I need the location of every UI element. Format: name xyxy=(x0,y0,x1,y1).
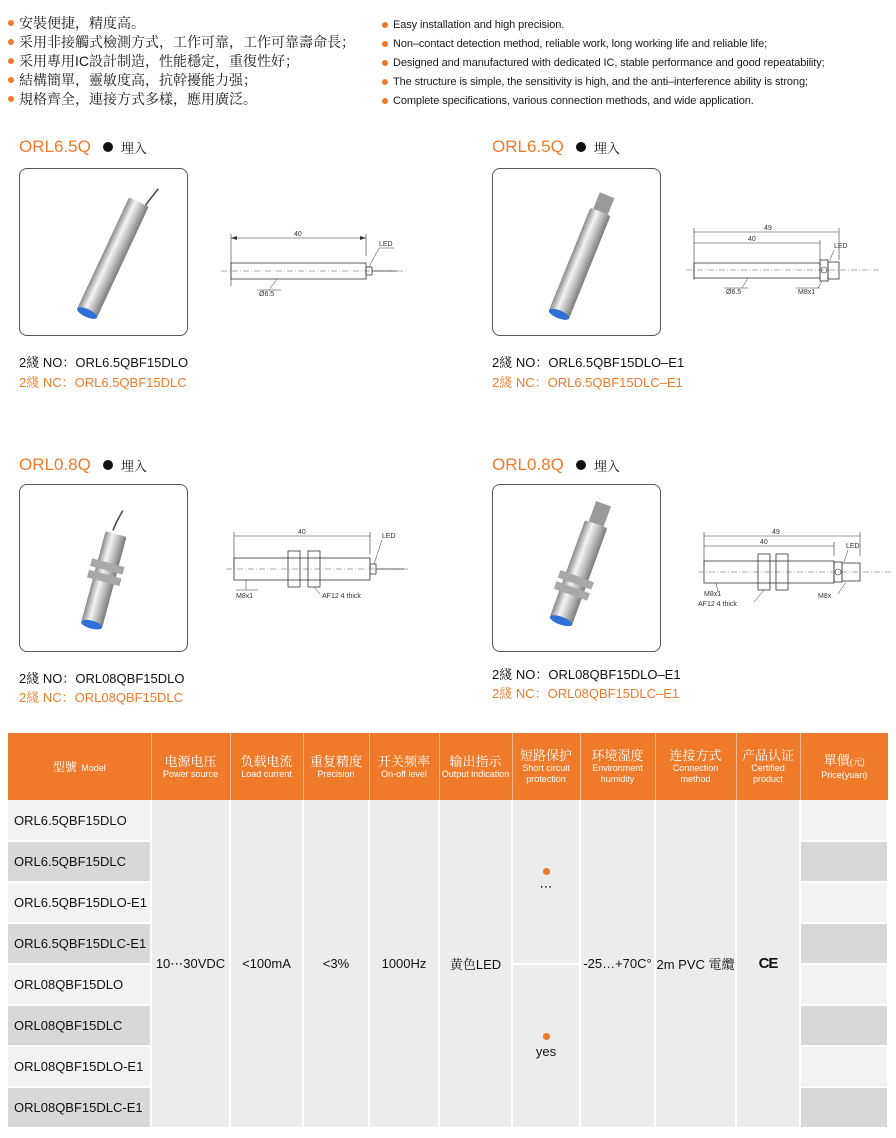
nc-model-line: 2綫 NC：ORL08QBF15DLC–E1 xyxy=(492,686,680,701)
product-photo xyxy=(492,484,661,652)
col-header-protection: 短路保护 Short circuit protection xyxy=(512,733,580,800)
dot-icon xyxy=(103,460,113,470)
dim-diameter: Ø6.5 xyxy=(726,289,742,296)
sensor-photo-icon xyxy=(493,485,660,651)
product-title xyxy=(492,454,620,476)
dim-led: LED xyxy=(834,243,848,250)
col-header-price: 單價(元) Price(yuan) xyxy=(800,733,888,800)
product-type: 埋入 xyxy=(120,140,147,156)
product-model: ORL6.5Q xyxy=(19,137,91,156)
cell-load: <100mA xyxy=(230,800,303,1128)
cell-model: ORL08QBF15DLC-E1 xyxy=(8,1087,151,1128)
cell-frequency: 1000Hz xyxy=(369,800,439,1128)
product-model: ORL0.8Q xyxy=(19,455,91,474)
sensor-photo-icon xyxy=(20,485,187,651)
feature-item: The structure is simple, the sensitivity is high, and the anti–interference ability is strong; xyxy=(382,72,894,91)
nc-model-line: 2綫 NC：ORL6.5QBF15DLC–E1 xyxy=(492,375,683,390)
dimension-drawing xyxy=(224,524,414,604)
dim-total: 49 xyxy=(764,225,772,232)
sensor-photo-icon xyxy=(20,169,187,335)
cell-precision: <3% xyxy=(303,800,369,1128)
dot-icon xyxy=(576,142,586,152)
nc-model-line: 2綫 NC：ORL08QBF15DLC xyxy=(19,690,184,705)
features-english xyxy=(382,16,894,110)
product-photo xyxy=(19,168,188,336)
cell-model: ORL08QBF15DLO xyxy=(8,964,151,1005)
bullet-icon xyxy=(382,22,388,28)
dim-led: LED xyxy=(846,543,860,550)
bullet-icon xyxy=(8,20,14,26)
cell-connection: 2m PVC 電纜 xyxy=(655,800,736,1128)
product-title xyxy=(19,454,147,476)
cell-model: ORL6.5QBF15DLC xyxy=(8,841,151,882)
feature-item: 規格齊全，連接方式多樣，應用廣泛。 xyxy=(8,89,380,108)
features-chinese xyxy=(8,14,380,108)
dot-icon xyxy=(543,1033,550,1040)
dim-diameter: Ø6.5 xyxy=(259,291,275,298)
bullet-icon xyxy=(8,96,14,102)
cell-model: ORL6.5QBF15DLO-E1 xyxy=(8,882,151,923)
no-model-line: 2綫 NO：ORL6.5QBF15DLO xyxy=(19,355,189,370)
product-type: 埋入 xyxy=(593,140,620,156)
spec-table xyxy=(8,733,889,1129)
dimension-drawing xyxy=(219,226,409,306)
col-header-precision: 重复精度 Precision xyxy=(303,733,369,800)
dot-icon xyxy=(576,460,586,470)
cell-power: 10⋯30VDC xyxy=(151,800,230,1128)
product-title xyxy=(492,136,620,158)
product-photo xyxy=(492,168,661,336)
product-model: ORL0.8Q xyxy=(492,455,564,474)
col-header-certified: 产品认证 Certified product xyxy=(736,733,800,800)
dimension-drawing xyxy=(696,526,896,616)
cell-price xyxy=(800,964,888,1005)
bullet-icon xyxy=(382,41,388,47)
cell-protection-top: ⋯ xyxy=(512,800,580,964)
product-title xyxy=(19,136,147,158)
no-model-line: 2綫 NO：ORL08QBF15DLO–E1 xyxy=(492,667,681,682)
dim-length: 40 xyxy=(760,539,768,546)
no-model-line: 2綫 NO：ORL6.5QBF15DLO–E1 xyxy=(492,355,685,370)
feature-item: Easy installation and high precision. xyxy=(382,16,894,35)
cell-humidity: -25…+70C° xyxy=(580,800,655,1128)
cell-price xyxy=(800,923,888,964)
dimension-drawing xyxy=(684,220,884,310)
cell-model: ORL08QBF15DLO-E1 xyxy=(8,1046,151,1087)
col-header-load: 负载电流 Load current xyxy=(230,733,303,800)
table-header-row xyxy=(8,733,888,800)
cell-indication: 黄色LED xyxy=(439,800,512,1128)
dim-nut: AF12 4 thick xyxy=(322,593,361,600)
bullet-icon xyxy=(8,58,14,64)
dim-thread: M8x1 xyxy=(798,289,816,296)
dim-thread: M8x1 xyxy=(704,591,722,598)
dot-icon xyxy=(543,868,550,875)
cell-protection-bottom: yes xyxy=(512,964,580,1128)
dim-length: 40 xyxy=(748,236,756,243)
bullet-icon xyxy=(382,98,388,104)
cell-price xyxy=(800,841,888,882)
dot-icon xyxy=(103,142,113,152)
cell-price xyxy=(800,800,888,841)
feature-item: 采用專用IC設計制造，性能穩定，重復性好； xyxy=(8,52,380,71)
feature-item: 采用非接觸式檢測方式，工作可靠，工作可靠壽命長； xyxy=(8,33,380,52)
dim-length: 40 xyxy=(298,529,306,536)
bullet-icon xyxy=(382,79,388,85)
bullet-icon xyxy=(382,60,388,66)
product-model: ORL6.5Q xyxy=(492,137,564,156)
col-header-humidity: 环境湿度 Environment humidity xyxy=(580,733,655,800)
sensor-photo-icon xyxy=(493,169,660,335)
cell-model: ORL08QBF15DLC xyxy=(8,1005,151,1046)
cell-price xyxy=(800,882,888,923)
col-header-power: 电源电压 Power source xyxy=(151,733,230,800)
nc-model-line: 2綫 NC：ORL6.5QBF15DLC xyxy=(19,375,187,390)
cell-model: ORL6.5QBF15DLO xyxy=(8,800,151,841)
cell-price xyxy=(800,1046,888,1087)
col-header-frequency: 开关频率 On-off level xyxy=(369,733,439,800)
feature-item: 結構簡單，靈敏度高，抗幹擾能力强； xyxy=(8,70,380,89)
cell-model: ORL6.5QBF15DLC-E1 xyxy=(8,923,151,964)
product-card-orl08q xyxy=(19,454,419,714)
col-header-model: 型號 Model xyxy=(8,733,151,800)
product-card-orl08q-e1 xyxy=(492,454,892,714)
product-card-orl65q xyxy=(19,136,419,396)
feature-item: Complete specifications, various connection methods, and wide application. xyxy=(382,91,894,110)
col-header-indication: 输出指示 Output indication xyxy=(439,733,512,800)
cell-price xyxy=(800,1005,888,1046)
dim-connector: M8x xyxy=(818,593,832,600)
dim-nut: AF12 4 thick xyxy=(698,601,737,608)
dim-led: LED xyxy=(379,241,393,248)
cell-certified xyxy=(736,800,800,1128)
bullet-icon xyxy=(8,39,14,45)
product-card-orl65q-e1 xyxy=(492,136,892,396)
product-photo xyxy=(19,484,188,652)
table-row xyxy=(8,800,888,841)
feature-item: 安裝便捷，精度高。 xyxy=(8,14,380,33)
no-model-line: 2綫 NO：ORL08QBF15DLO xyxy=(19,671,185,686)
dim-total: 49 xyxy=(772,529,780,536)
dim-thread: M8x1 xyxy=(236,593,254,600)
cell-price xyxy=(800,1087,888,1128)
feature-item: Designed and manufactured with dedicated IC, stable performance and good repeatability; xyxy=(382,54,894,73)
col-header-connection: 连接方式 Connection method xyxy=(655,733,736,800)
feature-item: Non–contact detection method, reliable work, long working life and reliable life; xyxy=(382,35,894,54)
dim-length: 40 xyxy=(294,231,302,238)
bullet-icon xyxy=(8,77,14,83)
ce-mark-icon: CE xyxy=(758,955,778,972)
dim-led: LED xyxy=(382,533,396,540)
product-type: 埋入 xyxy=(593,458,620,474)
product-type: 埋入 xyxy=(120,458,147,474)
